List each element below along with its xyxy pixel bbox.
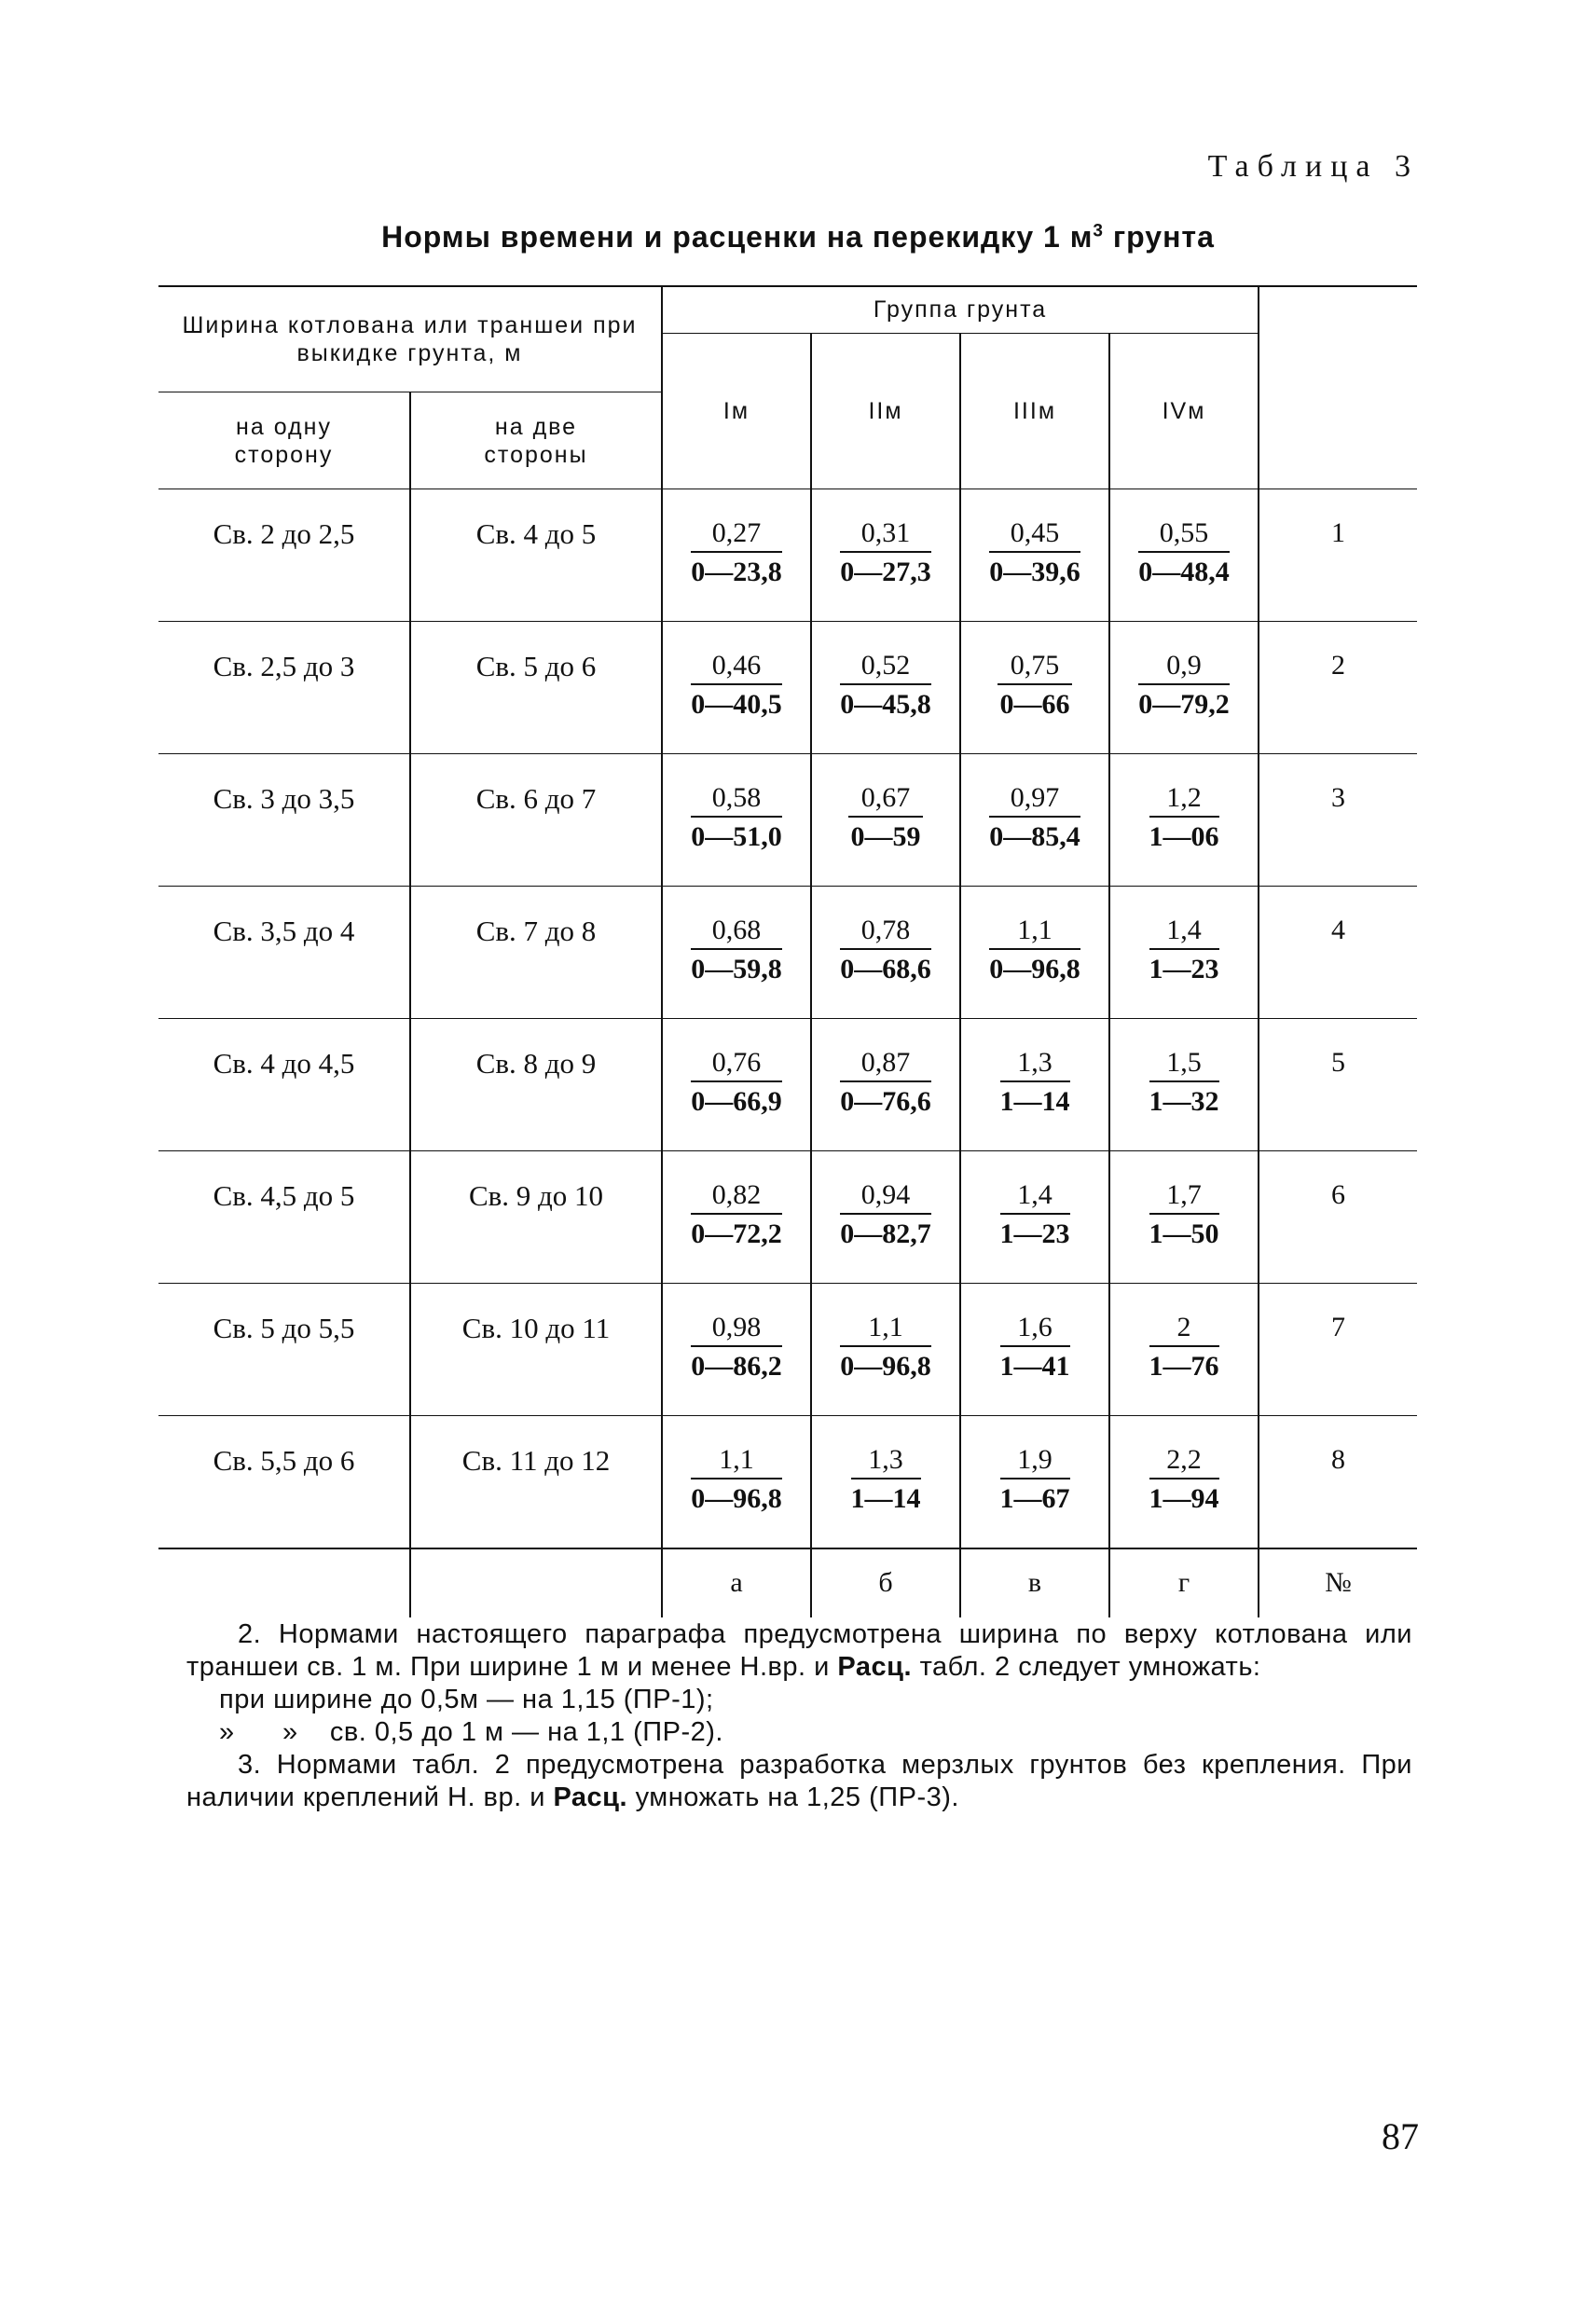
time-norm: 0,78 [840, 915, 931, 950]
norm-fraction [691, 1312, 782, 1383]
rate-value: 1—32 [1149, 1086, 1219, 1117]
title-text: Нормы времени и расценки на перекидку 1 м [381, 220, 1094, 254]
rate-cell [811, 754, 960, 887]
norm-fraction [691, 517, 782, 588]
group-col-1: Iм [662, 333, 811, 489]
norm-fraction [840, 1047, 931, 1118]
rate-value: 0—27,3 [840, 557, 931, 587]
column-letter: в [960, 1548, 1109, 1617]
table-row [158, 754, 1417, 887]
time-norm: 0,45 [989, 517, 1080, 553]
width-one-side: Св. 2 до 2,5 [158, 489, 410, 622]
rate-cell [811, 1151, 960, 1284]
rate-value: 1—23 [999, 1218, 1070, 1249]
time-norm: 0,58 [691, 782, 782, 818]
rate-cell [1109, 754, 1259, 887]
norm-fraction [840, 650, 931, 721]
rate-value: 1—23 [1149, 954, 1219, 984]
table-row [158, 1284, 1417, 1416]
time-norm: 2 [1149, 1312, 1219, 1347]
two-sides-header: на две стороны [410, 392, 662, 489]
time-norm: 0,46 [691, 650, 782, 685]
one-side-header: на одну сторону [158, 392, 410, 489]
width-one-side: Св. 3,5 до 4 [158, 887, 410, 1019]
rate-cell [662, 489, 811, 622]
rate-cell [662, 622, 811, 754]
table-row [158, 887, 1417, 1019]
time-norm: 0,68 [691, 915, 782, 950]
rate-value: 0—48,4 [1138, 557, 1230, 587]
rate-value: 0—59 [850, 821, 921, 852]
time-norm: 0,94 [840, 1179, 931, 1215]
norm-fraction [848, 782, 924, 853]
rate-value: 0—86,2 [691, 1351, 782, 1382]
time-norm: 0,97 [989, 782, 1080, 818]
norm-fraction [989, 517, 1080, 588]
norm-fraction [1000, 1179, 1070, 1250]
width-one-side: Св. 4,5 до 5 [158, 1151, 410, 1284]
table-row [158, 489, 1417, 622]
group-header: Группа грунта [662, 286, 1259, 333]
title-suffix: грунта [1103, 220, 1215, 254]
rate-cell [1109, 1151, 1259, 1284]
note-3 [186, 1749, 1412, 1814]
time-norm: 1,1 [691, 1444, 782, 1479]
norms-table [158, 285, 1417, 1617]
rate-cell [811, 1019, 960, 1151]
rate-value: 1—41 [999, 1351, 1070, 1382]
time-norm: 0,52 [840, 650, 931, 685]
rate-value: 0—68,6 [840, 954, 931, 984]
rate-value: 1—14 [999, 1086, 1070, 1117]
rate-value: 0—72,2 [691, 1218, 782, 1249]
rate-value: 0—66 [999, 689, 1070, 720]
rate-value: 0—39,6 [989, 557, 1080, 587]
table-row [158, 1151, 1417, 1284]
time-norm: 1,7 [1149, 1179, 1219, 1215]
rate-value: 1—50 [1149, 1218, 1219, 1249]
rate-value: 0—96,8 [691, 1483, 782, 1514]
time-norm: 1,4 [1149, 915, 1219, 950]
rate-cell [960, 622, 1109, 754]
rate-value: 0—96,8 [989, 954, 1080, 984]
note-3-text-a: 3. Нормами табл. 2 предусмотрена разработка мерзлых грунтов без крепления. При наличии креплений Н. вр. и [186, 1750, 1412, 1812]
norm-fraction [840, 1179, 931, 1250]
width-two-sides: Св. 7 до 8 [410, 887, 662, 1019]
time-norm: 1,3 [851, 1444, 921, 1479]
width-header: Ширина котлована или траншеи при выкидке грунта, м [158, 286, 662, 392]
norm-fraction [691, 1047, 782, 1118]
rate-cell [1109, 1019, 1259, 1151]
title-superscript: 3 [1093, 221, 1104, 241]
norm-fraction [691, 915, 782, 985]
rate-cell [662, 1019, 811, 1151]
note-2-line-a: при ширине до 0,5м — на 1,15 (ПР-1); [219, 1685, 714, 1714]
width-one-side: Св. 2,5 до 3 [158, 622, 410, 754]
row-number: 2 [1259, 622, 1417, 754]
norm-fraction [840, 1312, 931, 1383]
note-2-bold: Расц. [837, 1652, 913, 1682]
norm-fraction [691, 1179, 782, 1250]
group-col-3: IIIм [960, 333, 1109, 489]
width-one-side: Св. 5 до 5,5 [158, 1284, 410, 1416]
footer-empty [410, 1548, 662, 1617]
norm-fraction [1138, 650, 1230, 721]
time-norm: 1,5 [1149, 1047, 1219, 1082]
rate-cell [1109, 887, 1259, 1019]
table-row [158, 622, 1417, 754]
rate-value: 1—94 [1149, 1483, 1219, 1514]
rate-value: 0—85,4 [989, 821, 1080, 852]
number-header-cell [1259, 286, 1417, 489]
note-2-text-a: 2. Нормами настоящего параграфа предусмотрена ширина по верху котлована или траншеи св. 1 м. При ширине 1 м и менее Н.вр. и [186, 1619, 1412, 1682]
table-row [158, 1019, 1417, 1151]
width-two-sides: Св. 11 до 12 [410, 1416, 662, 1548]
width-two-sides: Св. 6 до 7 [410, 754, 662, 887]
norm-fraction [851, 1444, 921, 1515]
time-norm: 0,67 [848, 782, 924, 818]
group-col-4: IVм [1109, 333, 1259, 489]
time-norm: 1,4 [1000, 1179, 1070, 1215]
time-norm: 1,9 [1000, 1444, 1070, 1479]
rate-cell [811, 489, 960, 622]
note-2-text-b: табл. 2 следует умножать: [912, 1652, 1261, 1682]
width-two-sides: Св. 4 до 5 [410, 489, 662, 622]
norm-fraction [1138, 517, 1230, 588]
rate-value: 0—59,8 [691, 954, 782, 984]
norm-fraction [1149, 782, 1219, 853]
rate-value: 0—66,9 [691, 1086, 782, 1117]
rate-value: 0—79,2 [1138, 689, 1230, 720]
rate-cell [662, 1284, 811, 1416]
norm-fraction [1149, 1047, 1219, 1118]
row-number: 3 [1259, 754, 1417, 887]
rate-cell [960, 1284, 1109, 1416]
rate-cell [960, 1416, 1109, 1548]
width-two-sides: Св. 9 до 10 [410, 1151, 662, 1284]
rate-value: 0—23,8 [691, 557, 782, 587]
rate-cell [960, 754, 1109, 887]
rate-cell [811, 887, 960, 1019]
rate-value: 0—96,8 [840, 1351, 931, 1382]
norm-fraction [691, 1444, 782, 1515]
norm-fraction [840, 517, 931, 588]
norm-fraction [1149, 1312, 1219, 1383]
rate-value: 0—40,5 [691, 689, 782, 720]
rate-value: 0—76,6 [840, 1086, 931, 1117]
column-number-sign: № [1259, 1548, 1417, 1617]
rate-value: 0—51,0 [691, 821, 782, 852]
rate-value: 0—45,8 [840, 689, 931, 720]
width-one-side: Св. 3 до 3,5 [158, 754, 410, 887]
row-number: 6 [1259, 1151, 1417, 1284]
time-norm: 0,98 [691, 1312, 782, 1347]
rate-cell [662, 1151, 811, 1284]
width-two-sides: Св. 5 до 6 [410, 622, 662, 754]
page-number: 87 [1382, 2115, 1419, 2157]
norm-fraction [691, 782, 782, 853]
norm-fraction [691, 650, 782, 721]
time-norm: 1,6 [1000, 1312, 1070, 1347]
norm-fraction [1000, 1312, 1070, 1383]
time-norm: 0,9 [1138, 650, 1230, 685]
time-norm: 0,31 [840, 517, 931, 553]
note-2-line-b: » » св. 0,5 до 1 м — на 1,1 (ПР-2). [219, 1717, 723, 1747]
rate-cell [960, 1019, 1109, 1151]
footer-empty [158, 1548, 410, 1617]
rate-cell [960, 887, 1109, 1019]
time-norm: 0,82 [691, 1179, 782, 1215]
norm-fraction [1149, 1179, 1219, 1250]
time-norm: 1,1 [840, 1312, 931, 1347]
row-number: 7 [1259, 1284, 1417, 1416]
table-label: Таблица 3 [1207, 149, 1419, 184]
time-norm: 1,1 [989, 915, 1080, 950]
time-norm: 0,75 [998, 650, 1073, 685]
norm-fraction [840, 915, 931, 985]
rate-cell [811, 1416, 960, 1548]
width-one-side: Св. 5,5 до 6 [158, 1416, 410, 1548]
width-two-sides: Св. 8 до 9 [410, 1019, 662, 1151]
rate-cell [811, 1284, 960, 1416]
norm-fraction [1149, 915, 1219, 985]
table-row [158, 1416, 1417, 1548]
column-letter: г [1109, 1548, 1259, 1617]
row-number: 4 [1259, 887, 1417, 1019]
note-2 [186, 1618, 1412, 1684]
rate-cell [662, 754, 811, 887]
rate-value: 1—06 [1149, 821, 1219, 852]
norm-fraction [998, 650, 1073, 721]
time-norm: 0,87 [840, 1047, 931, 1082]
table-title [0, 220, 1596, 255]
rate-value: 1—14 [850, 1483, 921, 1514]
note-3-text-b: умножать на 1,25 (ПР-3). [627, 1782, 959, 1812]
rate-cell [662, 1416, 811, 1548]
group-col-2: IIм [811, 333, 960, 489]
notes [186, 1618, 1412, 1814]
row-number: 5 [1259, 1019, 1417, 1151]
norm-fraction [1000, 1047, 1070, 1118]
footer-row [158, 1548, 1417, 1617]
time-norm: 2,2 [1149, 1444, 1219, 1479]
width-two-sides: Св. 10 до 11 [410, 1284, 662, 1416]
row-number: 8 [1259, 1416, 1417, 1548]
rate-cell [662, 887, 811, 1019]
rate-cell [1109, 1284, 1259, 1416]
time-norm: 1,3 [1000, 1047, 1070, 1082]
rate-cell [1109, 622, 1259, 754]
time-norm: 0,55 [1138, 517, 1230, 553]
column-letter: а [662, 1548, 811, 1617]
rate-value: 1—76 [1149, 1351, 1219, 1382]
rate-cell [811, 622, 960, 754]
norm-fraction [989, 782, 1080, 853]
time-norm: 0,76 [691, 1047, 782, 1082]
rate-cell [960, 489, 1109, 622]
norm-fraction [989, 915, 1080, 985]
note-3-bold: Расц. [553, 1782, 628, 1812]
rate-value: 1—67 [999, 1483, 1070, 1514]
rate-cell [960, 1151, 1109, 1284]
rate-cell [1109, 489, 1259, 622]
row-number: 1 [1259, 489, 1417, 622]
width-one-side: Св. 4 до 4,5 [158, 1019, 410, 1151]
rate-value: 0—82,7 [840, 1218, 931, 1249]
norm-fraction [1000, 1444, 1070, 1515]
column-letter: б [811, 1548, 960, 1617]
time-norm: 1,2 [1149, 782, 1219, 818]
rate-cell [1109, 1416, 1259, 1548]
time-norm: 0,27 [691, 517, 782, 553]
norm-fraction [1149, 1444, 1219, 1515]
